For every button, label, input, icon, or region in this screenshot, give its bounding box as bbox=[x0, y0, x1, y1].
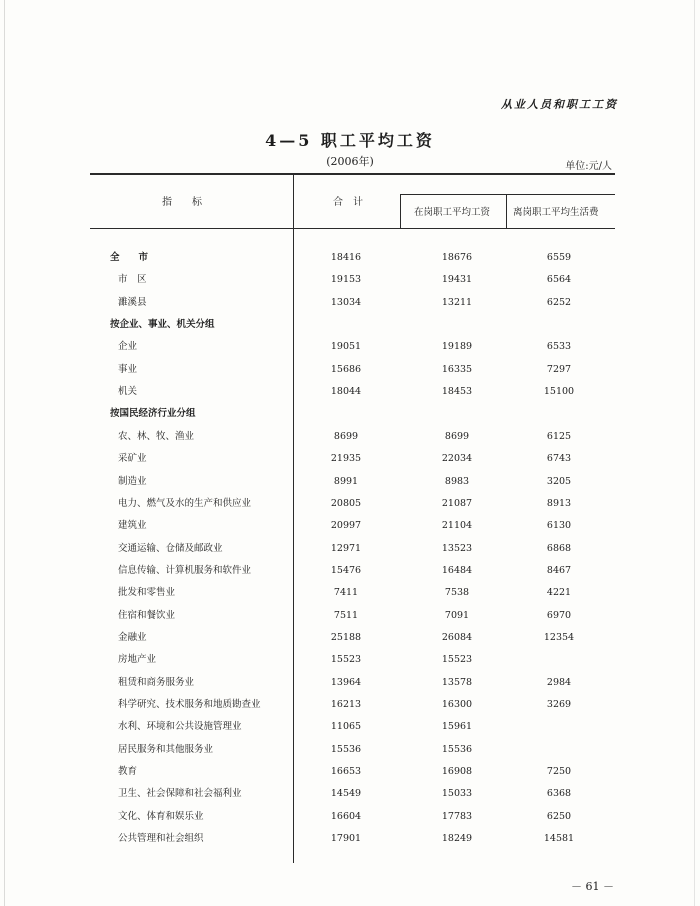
cell-total: 8991 bbox=[333, 475, 359, 487]
cell-total: 14549 bbox=[330, 788, 362, 800]
cell-retired-living: 6868 bbox=[546, 542, 572, 554]
cell-retired-living: 6368 bbox=[546, 788, 572, 800]
table-row bbox=[0, 315, 700, 335]
cell-retired-living: 6970 bbox=[546, 609, 572, 621]
cell-retired-living: 6564 bbox=[546, 274, 572, 286]
row-label: 文化、体育和娱乐业 bbox=[118, 810, 204, 822]
header-indicator: 指 标 bbox=[162, 197, 202, 208]
cell-employed-wage: 15961 bbox=[441, 721, 473, 733]
cell-retired-living: 6252 bbox=[546, 296, 572, 308]
cell-total: 13034 bbox=[330, 296, 362, 308]
row-label: 事业 bbox=[118, 363, 138, 375]
row-label: 电力、燃气及水的生产和供应业 bbox=[118, 497, 252, 509]
cell-employed-wage: 15033 bbox=[441, 788, 473, 800]
row-label: 全 市 bbox=[110, 252, 149, 263]
cell-total: 19051 bbox=[330, 341, 362, 353]
table-row bbox=[0, 784, 700, 804]
cell-retired-living: 4221 bbox=[546, 587, 572, 599]
cell-total: 16653 bbox=[330, 766, 362, 778]
cell-employed-wage: 18676 bbox=[441, 252, 473, 263]
cell-retired-living: 14581 bbox=[543, 833, 575, 845]
cell-employed-wage: 26084 bbox=[441, 631, 473, 643]
cell-retired-living: 8467 bbox=[546, 564, 572, 576]
table-row bbox=[0, 762, 700, 782]
running-header: 从业人员和职工工资 bbox=[501, 98, 618, 111]
row-label: 采矿业 bbox=[118, 453, 147, 465]
cell-retired-living: 3269 bbox=[546, 699, 572, 710]
table-row bbox=[0, 539, 700, 559]
row-label: 农、林、牧、渔业 bbox=[118, 430, 195, 442]
cell-total: 15686 bbox=[330, 363, 362, 375]
cell-retired-living: 12354 bbox=[543, 631, 575, 643]
cell-employed-wage: 13578 bbox=[441, 676, 473, 688]
table-row bbox=[0, 807, 700, 827]
table-row bbox=[0, 293, 700, 313]
table-row bbox=[0, 628, 700, 648]
cell-total: 15476 bbox=[330, 564, 362, 576]
row-label: 企业 bbox=[118, 341, 138, 353]
cell-employed-wage: 7538 bbox=[444, 587, 470, 599]
cell-total: 19153 bbox=[330, 274, 362, 286]
table-top-rule bbox=[90, 173, 615, 175]
cell-total: 7511 bbox=[333, 609, 359, 621]
cell-total: 21935 bbox=[330, 453, 362, 465]
cell-retired-living: 6533 bbox=[546, 341, 572, 353]
cell-employed-wage: 19189 bbox=[441, 341, 473, 353]
cell-employed-wage: 13523 bbox=[441, 542, 473, 554]
cell-total: 7411 bbox=[333, 587, 359, 599]
cell-retired-living: 15100 bbox=[543, 386, 575, 398]
cell-retired-living: 2984 bbox=[546, 676, 572, 688]
row-label: 卫生、社会保障和社会福利业 bbox=[118, 788, 242, 800]
cell-employed-wage: 16300 bbox=[441, 699, 473, 710]
cell-total: 8699 bbox=[333, 430, 359, 442]
cell-employed-wage: 22034 bbox=[441, 453, 473, 465]
table-row bbox=[0, 494, 700, 514]
table-row bbox=[0, 382, 700, 402]
row-label: 建筑业 bbox=[118, 520, 147, 532]
subheader-left-divider bbox=[400, 194, 401, 228]
cell-total: 25188 bbox=[330, 631, 362, 643]
table-row bbox=[0, 449, 700, 469]
cell-total: 16604 bbox=[330, 810, 362, 822]
cell-total: 11065 bbox=[330, 721, 362, 733]
row-label: 制造业 bbox=[118, 475, 147, 487]
cell-total: 18044 bbox=[330, 386, 362, 398]
row-label: 住宿和餐饮业 bbox=[118, 609, 176, 621]
subheader-mid-divider bbox=[506, 194, 507, 228]
subheader-top-rule bbox=[400, 194, 615, 195]
row-label: 按企业、事业、机关分组 bbox=[110, 319, 215, 331]
table-row bbox=[0, 583, 700, 603]
year-subtitle: (2006年) bbox=[326, 155, 374, 168]
cell-retired-living: 6559 bbox=[546, 252, 572, 263]
cell-retired-living: 7250 bbox=[546, 766, 572, 778]
cell-retired-living: 7297 bbox=[546, 363, 572, 375]
table-row bbox=[0, 606, 700, 626]
cell-retired-living: 6743 bbox=[546, 453, 572, 465]
cell-total: 18416 bbox=[330, 252, 362, 263]
header-total: 合 计 bbox=[333, 197, 363, 208]
cell-employed-wage: 8699 bbox=[444, 430, 470, 442]
cell-employed-wage: 15536 bbox=[441, 743, 473, 755]
cell-employed-wage: 15523 bbox=[441, 654, 473, 666]
cell-employed-wage: 7091 bbox=[444, 609, 470, 621]
cell-retired-living: 8913 bbox=[546, 497, 572, 509]
cell-retired-living: 6125 bbox=[546, 430, 572, 442]
row-label: 机关 bbox=[118, 386, 138, 398]
unit-label: 单位:元/人 bbox=[565, 161, 612, 172]
cell-employed-wage: 8983 bbox=[444, 475, 470, 487]
cell-employed-wage: 16335 bbox=[441, 363, 473, 375]
cell-employed-wage: 16484 bbox=[441, 564, 473, 576]
row-label: 市 区 bbox=[118, 274, 147, 286]
header-employed-avg-wage: 在岗职工平均工资 bbox=[414, 207, 491, 218]
table-row bbox=[0, 248, 700, 268]
table-row bbox=[0, 673, 700, 693]
table-row bbox=[0, 650, 700, 670]
table-row bbox=[0, 829, 700, 849]
cell-total: 16213 bbox=[330, 699, 362, 710]
cell-total: 17901 bbox=[330, 833, 362, 845]
cell-total: 20805 bbox=[330, 497, 362, 509]
cell-employed-wage: 19431 bbox=[441, 274, 473, 286]
page-number: － 61 － bbox=[571, 880, 614, 893]
cell-employed-wage: 16908 bbox=[441, 766, 473, 778]
table-row bbox=[0, 337, 700, 357]
cell-retired-living: 6130 bbox=[546, 520, 572, 532]
table-header-bottom-rule bbox=[90, 228, 615, 229]
table-row bbox=[0, 740, 700, 760]
cell-total: 15536 bbox=[330, 743, 362, 755]
row-label: 科学研究、技术服务和地质勘查业 bbox=[118, 699, 261, 710]
cell-total: 15523 bbox=[330, 654, 362, 666]
table-row bbox=[0, 516, 700, 536]
row-label: 水利、环境和公共设施管理业 bbox=[118, 721, 242, 733]
row-label: 租赁和商务服务业 bbox=[118, 676, 195, 688]
cell-retired-living: 6250 bbox=[546, 810, 572, 822]
cell-employed-wage: 18453 bbox=[441, 386, 473, 398]
table-row bbox=[0, 717, 700, 737]
cell-employed-wage: 21087 bbox=[441, 497, 473, 509]
cell-retired-living: 3205 bbox=[546, 475, 572, 487]
table-row bbox=[0, 695, 700, 715]
table-row bbox=[0, 427, 700, 447]
row-label: 房地产业 bbox=[118, 654, 157, 666]
table-row bbox=[0, 270, 700, 290]
row-label: 信息传输、计算机服务和软件业 bbox=[118, 564, 252, 576]
cell-employed-wage: 21104 bbox=[441, 520, 473, 532]
cell-total: 20997 bbox=[330, 520, 362, 532]
table-row bbox=[0, 404, 700, 424]
cell-employed-wage: 13211 bbox=[441, 296, 473, 308]
row-label: 交通运输、仓储及邮政业 bbox=[118, 542, 223, 554]
table-title: 4—5 职工平均工资 bbox=[265, 131, 435, 150]
table-row bbox=[0, 561, 700, 581]
cell-employed-wage: 17783 bbox=[441, 810, 473, 822]
row-label: 濉溪县 bbox=[118, 296, 147, 308]
row-label: 批发和零售业 bbox=[118, 587, 176, 599]
row-label: 教育 bbox=[118, 766, 138, 778]
cell-employed-wage: 18249 bbox=[441, 833, 473, 845]
row-label: 金融业 bbox=[118, 631, 147, 643]
cell-total: 12971 bbox=[330, 542, 362, 554]
header-retired-avg-living: 离岗职工平均生活费 bbox=[513, 207, 599, 218]
table-row bbox=[0, 360, 700, 380]
row-label: 公共管理和社会组织 bbox=[118, 833, 204, 845]
row-label: 居民服务和其他服务业 bbox=[118, 743, 214, 755]
table-row bbox=[0, 472, 700, 492]
cell-total: 13964 bbox=[330, 676, 362, 688]
row-label: 按国民经济行业分组 bbox=[110, 408, 196, 420]
